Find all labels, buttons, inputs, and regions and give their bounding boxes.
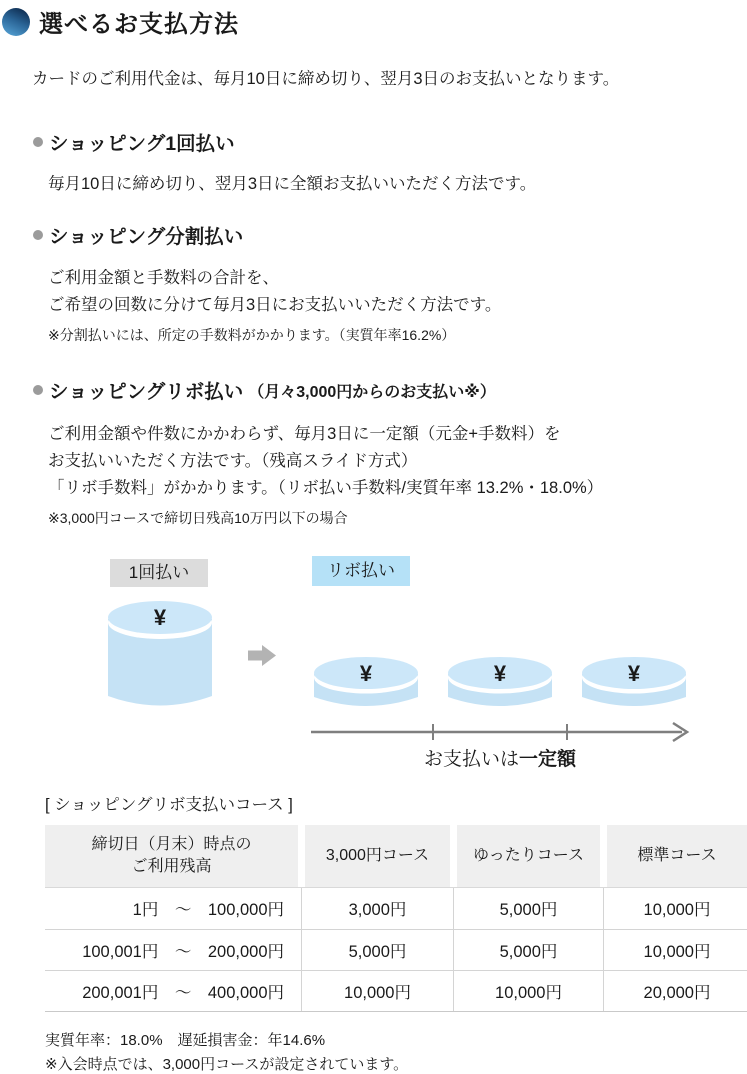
course-3000-cell: 3,000円 bbox=[305, 888, 450, 929]
yen-symbol: ¥ bbox=[627, 660, 641, 686]
axis-caption-normal: お支払いは bbox=[423, 748, 519, 770]
axis-caption bbox=[310, 744, 690, 771]
yen-symbol: ¥ bbox=[153, 604, 167, 630]
course-3000-cell: 5,000円 bbox=[305, 930, 450, 970]
lump-sum-cylinder bbox=[107, 601, 213, 715]
section-body-line: お支払いいただく方法です。（残高スライド方式） bbox=[48, 451, 418, 470]
blue-dot-icon bbox=[2, 8, 30, 36]
course-3000-cell: 10,000円 bbox=[305, 971, 450, 1011]
bullet-icon bbox=[33, 137, 43, 147]
section-note: ※分割払いには、所定の手数料がかかります。（実質年率16.2%） bbox=[48, 327, 456, 344]
transform-arrow-icon bbox=[248, 645, 276, 666]
yen-symbol: ¥ bbox=[493, 660, 507, 686]
section-body-line: ご利用金額と手数料の合計を、 bbox=[48, 269, 279, 288]
column-header-balance: 締切日（月末）時点の ご利用残高 bbox=[45, 825, 298, 887]
footnote-default-course: ※入会時点では、3,000円コースが設定されています。 bbox=[45, 1055, 409, 1073]
section-body-line: ご希望の回数に分けて毎月3日にお支払いいただく方法です。 bbox=[48, 296, 502, 315]
balance-range-cell: 200,001円 ～ 400,000円 bbox=[82, 983, 284, 1002]
course-standard-cell: 20,000円 bbox=[607, 971, 747, 1011]
table-body bbox=[45, 887, 747, 1012]
section-revolving-payment bbox=[0, 376, 747, 527]
course-yuttari-cell: 10,000円 bbox=[457, 971, 600, 1011]
section-heading bbox=[33, 221, 747, 249]
installment-cylinder-1 bbox=[313, 657, 419, 715]
page-header bbox=[2, 4, 747, 39]
section-body-line: 毎月10日に締め切り、翌月3日に全額お支払いいただく方法です。 bbox=[48, 175, 537, 194]
course-standard-cell: 10,000円 bbox=[607, 888, 747, 929]
course-yuttari-cell: 5,000円 bbox=[457, 888, 600, 929]
table-row bbox=[45, 970, 747, 1011]
lump-sum-label: 1回払い bbox=[110, 559, 208, 587]
table-caption: [ ショッピングリボ支払いコース ] bbox=[45, 795, 293, 814]
page-title: 選べるお支払方法 bbox=[39, 11, 239, 38]
installment-cylinder-3 bbox=[581, 657, 687, 715]
section-body-line: 「リボ手数料」がかかります。（リボ払い手数料/実質年率 13.2%・18.0%） bbox=[48, 478, 604, 497]
revolving-course-table bbox=[45, 825, 747, 1012]
section-title-note: （月々3,000円からのお支払い※） bbox=[248, 383, 496, 401]
course-yuttari-cell: 5,000円 bbox=[457, 930, 600, 970]
section-title: ショッピング1回払い bbox=[49, 133, 235, 155]
table-row bbox=[45, 888, 747, 929]
bullet-icon bbox=[33, 230, 43, 240]
section-installment-payment bbox=[0, 221, 747, 345]
revolving-label: リボ払い bbox=[312, 556, 410, 586]
column-header-3000-course: 3,000円コース bbox=[305, 825, 450, 887]
bullet-icon bbox=[33, 385, 43, 395]
section-note: ※3,000円コースで締切日残高10万円以下の場合 bbox=[48, 509, 348, 526]
column-header-yuttari-course: ゆったりコース bbox=[457, 825, 600, 887]
section-heading bbox=[33, 128, 747, 156]
section-lump-sum-payment bbox=[0, 128, 747, 197]
section-title: ショッピングリボ払い bbox=[49, 381, 244, 404]
table-row bbox=[45, 929, 747, 970]
balance-range-cell: 100,001円 ～ 200,000円 bbox=[82, 942, 284, 961]
payment-diagram bbox=[0, 556, 747, 773]
axis-caption-bold: 一定額 bbox=[519, 748, 577, 770]
course-standard-cell: 10,000円 bbox=[607, 930, 747, 970]
balance-range-cell: 1円 ～ 100,000円 bbox=[132, 901, 284, 920]
table-header-row bbox=[45, 825, 747, 887]
footnote-rates: 実質年率：18.0% 遅延損害金：年14.6% bbox=[45, 1031, 326, 1049]
section-heading bbox=[33, 376, 747, 404]
section-body-line: ご利用金額や件数にかかわらず、毎月3日に一定額（元金+手数料）を bbox=[48, 424, 561, 443]
intro-text: カードのご利用代金は、毎月10日に締め切り、翌月3日のお支払いとなります。 bbox=[32, 70, 620, 88]
installment-cylinder-2 bbox=[447, 657, 553, 715]
yen-symbol: ¥ bbox=[359, 660, 373, 686]
section-title: ショッピング分割払い bbox=[49, 226, 244, 249]
column-header-standard-course: 標準コース bbox=[607, 825, 747, 887]
